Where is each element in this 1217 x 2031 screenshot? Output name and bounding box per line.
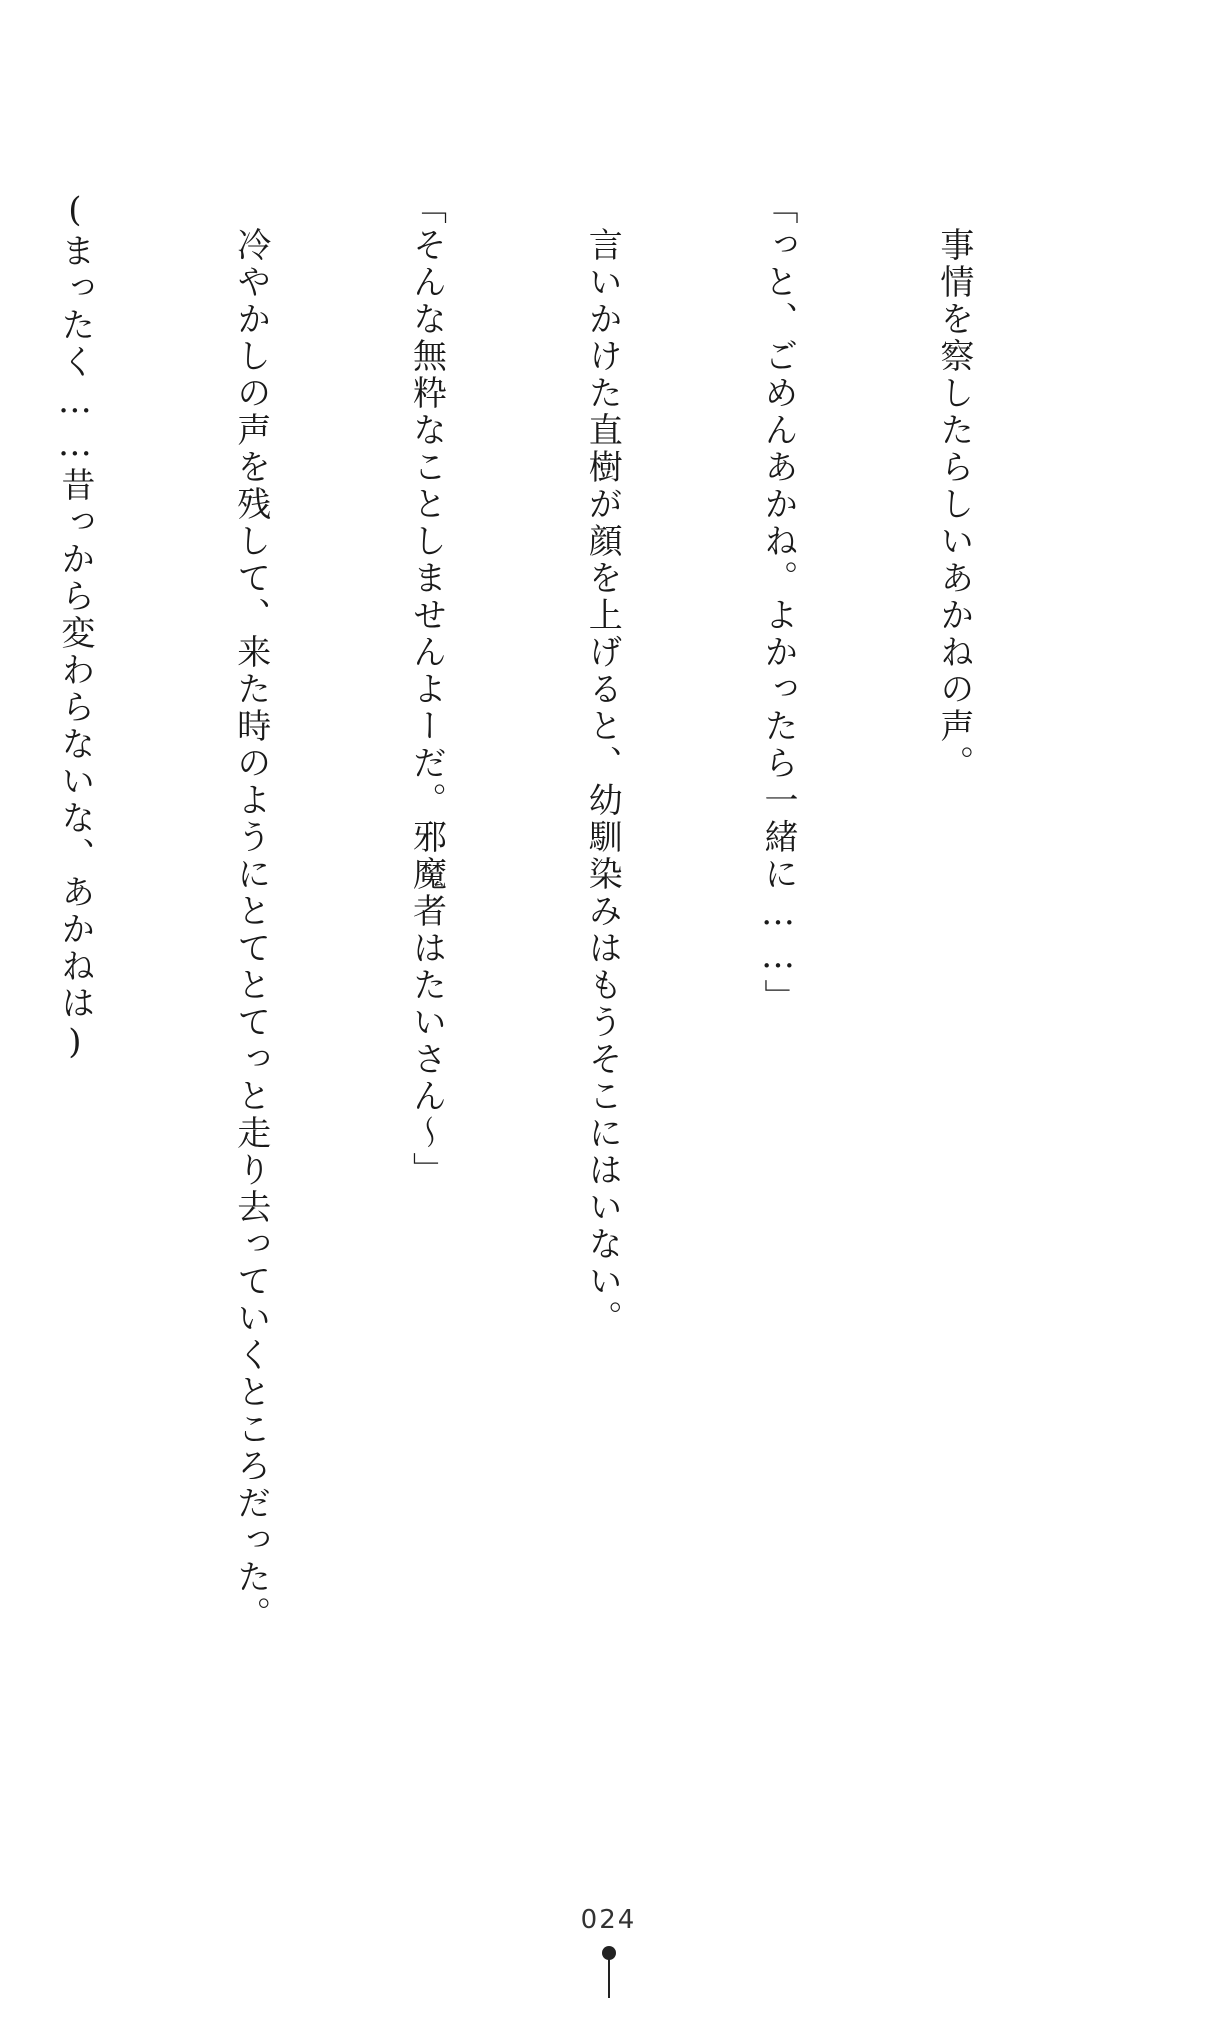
- page-ornament-stem: [608, 1958, 610, 1998]
- body-text: [54, 190, 1100, 1690]
- page-number: 024: [580, 1905, 637, 1935]
- text-line: 冷やかしの声を残して、来た時のようにとてとてっと走り去っていくところだった。: [230, 190, 271, 1633]
- text-line: 「そんな無粋なことしませんよーだ。邪魔者はたいさん～」: [406, 190, 447, 1189]
- text-line: (まったく……昔っから変わらないな、あかねは): [54, 190, 95, 1065]
- text-line: 事情を察したらしいあかねの声。: [933, 190, 974, 782]
- text-line: 言いかけた直樹が顔を上げると、幼馴染みはもうそこにはいない。: [582, 190, 623, 1337]
- text-line: 「っと、ごめんあかね。よかったら一緒に……」: [758, 190, 799, 1016]
